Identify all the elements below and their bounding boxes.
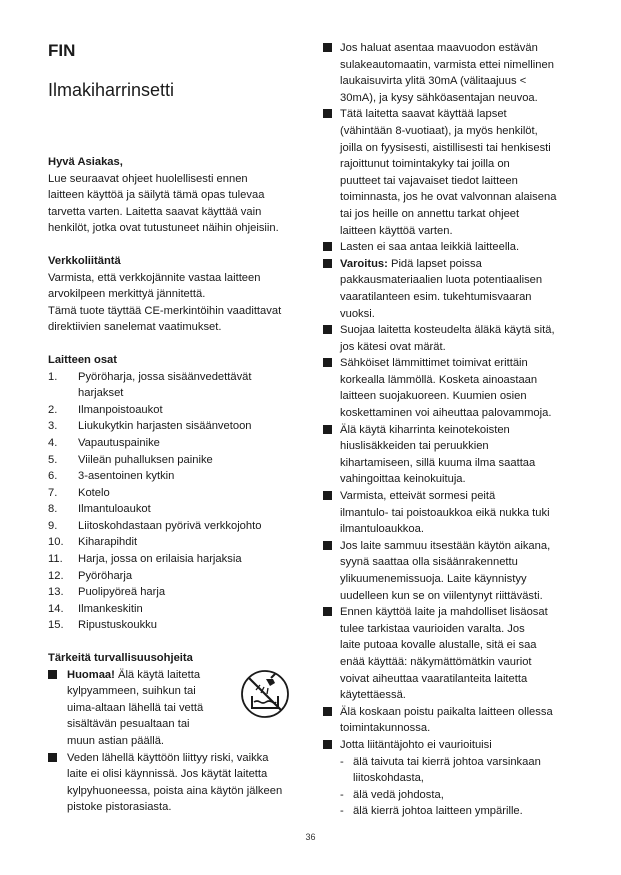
safety-list-item bbox=[323, 106, 581, 239]
part-number: 15. bbox=[48, 619, 64, 632]
sub-list-item bbox=[340, 787, 581, 804]
bullet-square-icon bbox=[323, 740, 332, 749]
greeting-text: Lue seuraavat ohjeet huolellisesti ennen laitteen käyttöä ja säilytä tämä opas tulevaa tarvetta varten. Laitetta saavat käyttää vain henkilöt, jotka ovat tutustuneet näihin ohjeisiin. bbox=[48, 172, 279, 235]
part-label: Puolipyöreä harja bbox=[78, 586, 166, 599]
safety-text: Varmista, etteivät sormesi peitä ilmantulo- tai poistoaukkoa eikä nukka tuki ilmantuloaukkoa. bbox=[340, 490, 550, 536]
safety-list-item bbox=[323, 256, 581, 322]
safety-list-item bbox=[48, 750, 310, 816]
safety-text: Tätä laitetta saavat käyttää lapset (vähintään 8-vuotiaat), ja myös henkilöt, joilla on fyysisesti, aistillisesti tai henkisesti rajoittunut toimintakyky tai joilla on puutteet tai vajavaiset tiedot laitteen toiminnasta, jos he ovat valvonnan alaisena tai jos heille on annettu tarkat ohjeet laitteen käyttöä varten. bbox=[340, 108, 557, 237]
safety-list-item bbox=[323, 488, 581, 538]
safety-text: Varoitus: Pidä lapset poissa pakkausmateriaalien luota potentiaalisen vaaratilanteen esim. tukehtumisvaaran vuoksi. bbox=[340, 257, 543, 320]
safety-list-item bbox=[323, 604, 581, 704]
safety-list-item bbox=[323, 40, 581, 106]
bullet-square-icon bbox=[323, 43, 332, 52]
safety-list-item bbox=[323, 355, 581, 421]
part-number: 8. bbox=[48, 503, 58, 516]
part-label: 3-asentoinen kytkin bbox=[78, 470, 175, 483]
sub-list-item bbox=[340, 754, 581, 787]
part-number: 14. bbox=[48, 602, 64, 615]
parts-list-item bbox=[48, 534, 310, 551]
mains-heading: Verkkoliitäntä bbox=[48, 254, 121, 267]
part-label: Ilmantuloaukot bbox=[78, 503, 151, 516]
sub-list bbox=[340, 754, 581, 820]
page-number: 36 bbox=[305, 832, 316, 842]
right-column bbox=[323, 40, 581, 820]
parts-list bbox=[48, 369, 310, 635]
bullet-square-icon bbox=[323, 325, 332, 334]
part-number: 3. bbox=[48, 420, 58, 433]
greeting-heading: Hyvä Asiakas, bbox=[48, 156, 123, 168]
part-number: 6. bbox=[48, 470, 58, 483]
bullet-square-icon bbox=[323, 358, 332, 367]
safety-text: Älä käytä kiharrinta keinotekoisten hiuslisäkkeiden tai peruukkien kihartamiseen, sillä kuuma ilma saattaa vahingoittaa keinokuituja. bbox=[340, 423, 536, 486]
part-label: Viileän puhalluksen painike bbox=[78, 453, 213, 466]
parts-list-item bbox=[48, 485, 310, 502]
part-label: Ripustuskoukku bbox=[78, 619, 157, 632]
parts-list-item bbox=[48, 601, 310, 618]
safety-text: Suojaa laitetta kosteudelta äläkä käytä sitä, jos kätesi ovat märät. bbox=[340, 324, 555, 353]
warning-label: Varoitus: bbox=[340, 257, 388, 270]
parts-list-item bbox=[48, 501, 310, 518]
safety-text: Jotta liitäntäjohto ei vaurioituisi - älä taivuta tai kierrä johtoa varsinkaan liitoskohdasta, - älä vedä johdosta, - älä kierrä johtoa laitteen ympärille. bbox=[340, 737, 581, 820]
part-number: 4. bbox=[48, 436, 58, 449]
safety-text: Ennen käyttöä laite ja mahdolliset lisäosat tulee tarkistaa vaurioiden varalta. Jos laite putoaa kovalle alustalle, sitä ei saa enää käyttää: näkymättömätkin vauriot voivat aiheuttaa vaaratilanteita laitetta käytettäessä. bbox=[340, 606, 548, 702]
parts-list-item bbox=[48, 402, 310, 419]
parts-list-item bbox=[48, 518, 310, 535]
language-code: FIN bbox=[48, 41, 76, 60]
part-number: 2. bbox=[48, 403, 58, 416]
safety-text: Lasten ei saa antaa leikkiä laitteella. bbox=[340, 241, 520, 254]
safety-text: Veden lähellä käyttöön liittyy riski, vaikka laite ei olisi käynnissä. Jos käytät laitetta kylpyhuoneessa, poista aina käytön jälkeen pistoke pistorasiasta. bbox=[67, 751, 283, 814]
part-number: 10. bbox=[48, 536, 64, 549]
sub-list-item bbox=[340, 803, 581, 820]
part-label: Liitoskohdastaan pyörivä verkkojohto bbox=[78, 519, 262, 532]
parts-list-item bbox=[48, 551, 310, 568]
bullet-square-icon bbox=[323, 109, 332, 118]
right-safety-list bbox=[323, 40, 581, 820]
part-label: Pyöröharja bbox=[78, 569, 133, 582]
part-number: 7. bbox=[48, 486, 58, 499]
bullet-square-icon bbox=[323, 491, 332, 500]
bullet-square-icon bbox=[323, 707, 332, 716]
parts-list-item bbox=[48, 369, 310, 402]
parts-list-item bbox=[48, 568, 310, 585]
safety-text: Jos laite sammuu itsestään käytön aikana, syynä saattaa olla sisäänrakennettu ylikuumenemissuoja. Laite käynnistyy uudelleen kun se on viilentynyt riittävästi. bbox=[340, 539, 551, 602]
dash-marker: - bbox=[340, 755, 344, 768]
bullet-square-icon bbox=[323, 607, 332, 616]
part-number: 5. bbox=[48, 453, 58, 466]
bullet-square-icon bbox=[48, 670, 57, 679]
mains-text: Varmista, että verkkojännite vastaa laitteen arvokilpeen merkittyä jännitettä. Tämä tuote täyttää CE-merkintöihin vaadittavat direktiivien sanelemat vaatimukset. bbox=[48, 271, 282, 334]
safety-text: Huomaa! Älä käytä laitetta kylpyammeen, suihkun tai uima-altaan lähellä tai vettä sisältävän pesualtaan tai muun astian päällä. bbox=[67, 668, 204, 747]
safety-list-item bbox=[323, 239, 581, 256]
part-label: Ilmankeskitin bbox=[78, 602, 143, 615]
bullet-square-icon bbox=[48, 753, 57, 762]
part-label: Harja, jossa on erilaisia harjaksia bbox=[78, 553, 242, 566]
safety-list-item bbox=[323, 704, 581, 737]
warning-label: Huomaa! bbox=[67, 668, 115, 681]
parts-list-item bbox=[48, 435, 310, 452]
sub-text: älä vedä johdosta, bbox=[353, 788, 444, 801]
parts-list-item bbox=[48, 418, 310, 435]
safety-text: Sähköiset lämmittimet toimivat erittäin korkealla lämmöllä. Kosketa ainoastaan laitteen suojakuoreen. Kuumien osien koskettaminen voi aiheuttaa palovammoja. bbox=[340, 357, 552, 420]
part-label: Vapautuspainike bbox=[78, 436, 160, 449]
bullet-square-icon bbox=[323, 541, 332, 550]
part-number: 11. bbox=[48, 553, 63, 566]
part-label: Ilmanpoistoaukot bbox=[78, 403, 163, 416]
parts-list-item bbox=[48, 468, 310, 485]
safety-list-item bbox=[323, 322, 581, 355]
part-number: 13. bbox=[48, 586, 64, 599]
part-label: Kiharapihdit bbox=[78, 536, 138, 549]
no-shower-bath-icon bbox=[240, 669, 290, 719]
part-label: Kotelo bbox=[78, 486, 110, 499]
dash-marker: - bbox=[340, 805, 344, 818]
safety-heading: Tärkeitä turvallisuusohjeita bbox=[48, 652, 193, 665]
parts-list-item bbox=[48, 584, 310, 601]
parts-list-item bbox=[48, 617, 310, 634]
sub-text: älä taivuta tai kierrä johtoa varsinkaan liitoskohdasta, bbox=[353, 755, 541, 785]
part-number: 9. bbox=[48, 519, 58, 532]
safety-list-item bbox=[323, 538, 581, 604]
part-number: 12. bbox=[48, 569, 64, 582]
part-label: Pyöröharja, jossa sisäänvedettävät harjakset bbox=[78, 370, 252, 400]
page-title: Ilmakiharrinsetti bbox=[48, 80, 175, 100]
dash-marker: - bbox=[340, 788, 344, 801]
safety-list-item bbox=[323, 422, 581, 488]
bullet-square-icon bbox=[323, 259, 332, 268]
bullet-square-icon bbox=[323, 242, 332, 251]
parts-heading: Laitteen osat bbox=[48, 353, 118, 366]
sub-text: älä kierrä johtoa laitteen ympärille. bbox=[353, 805, 523, 818]
bullet-square-icon bbox=[323, 425, 332, 434]
safety-text: Jos haluat asentaa maavuodon estävän sulakeautomaatin, varmista ettei nimellinen laukaisuvirta ylitä 30mA (välitaajuus < 30mA), ja kysy sähköasentajan neuvoa. bbox=[340, 42, 554, 104]
parts-list-item bbox=[48, 452, 310, 469]
safety-list-item bbox=[323, 737, 581, 820]
part-number: 1. bbox=[48, 370, 58, 383]
safety-text: Älä koskaan poistu paikalta laitteen ollessa toimintakunnossa. bbox=[340, 705, 553, 735]
part-label: Liukukytkin harjasten sisäänvetoon bbox=[78, 420, 252, 433]
